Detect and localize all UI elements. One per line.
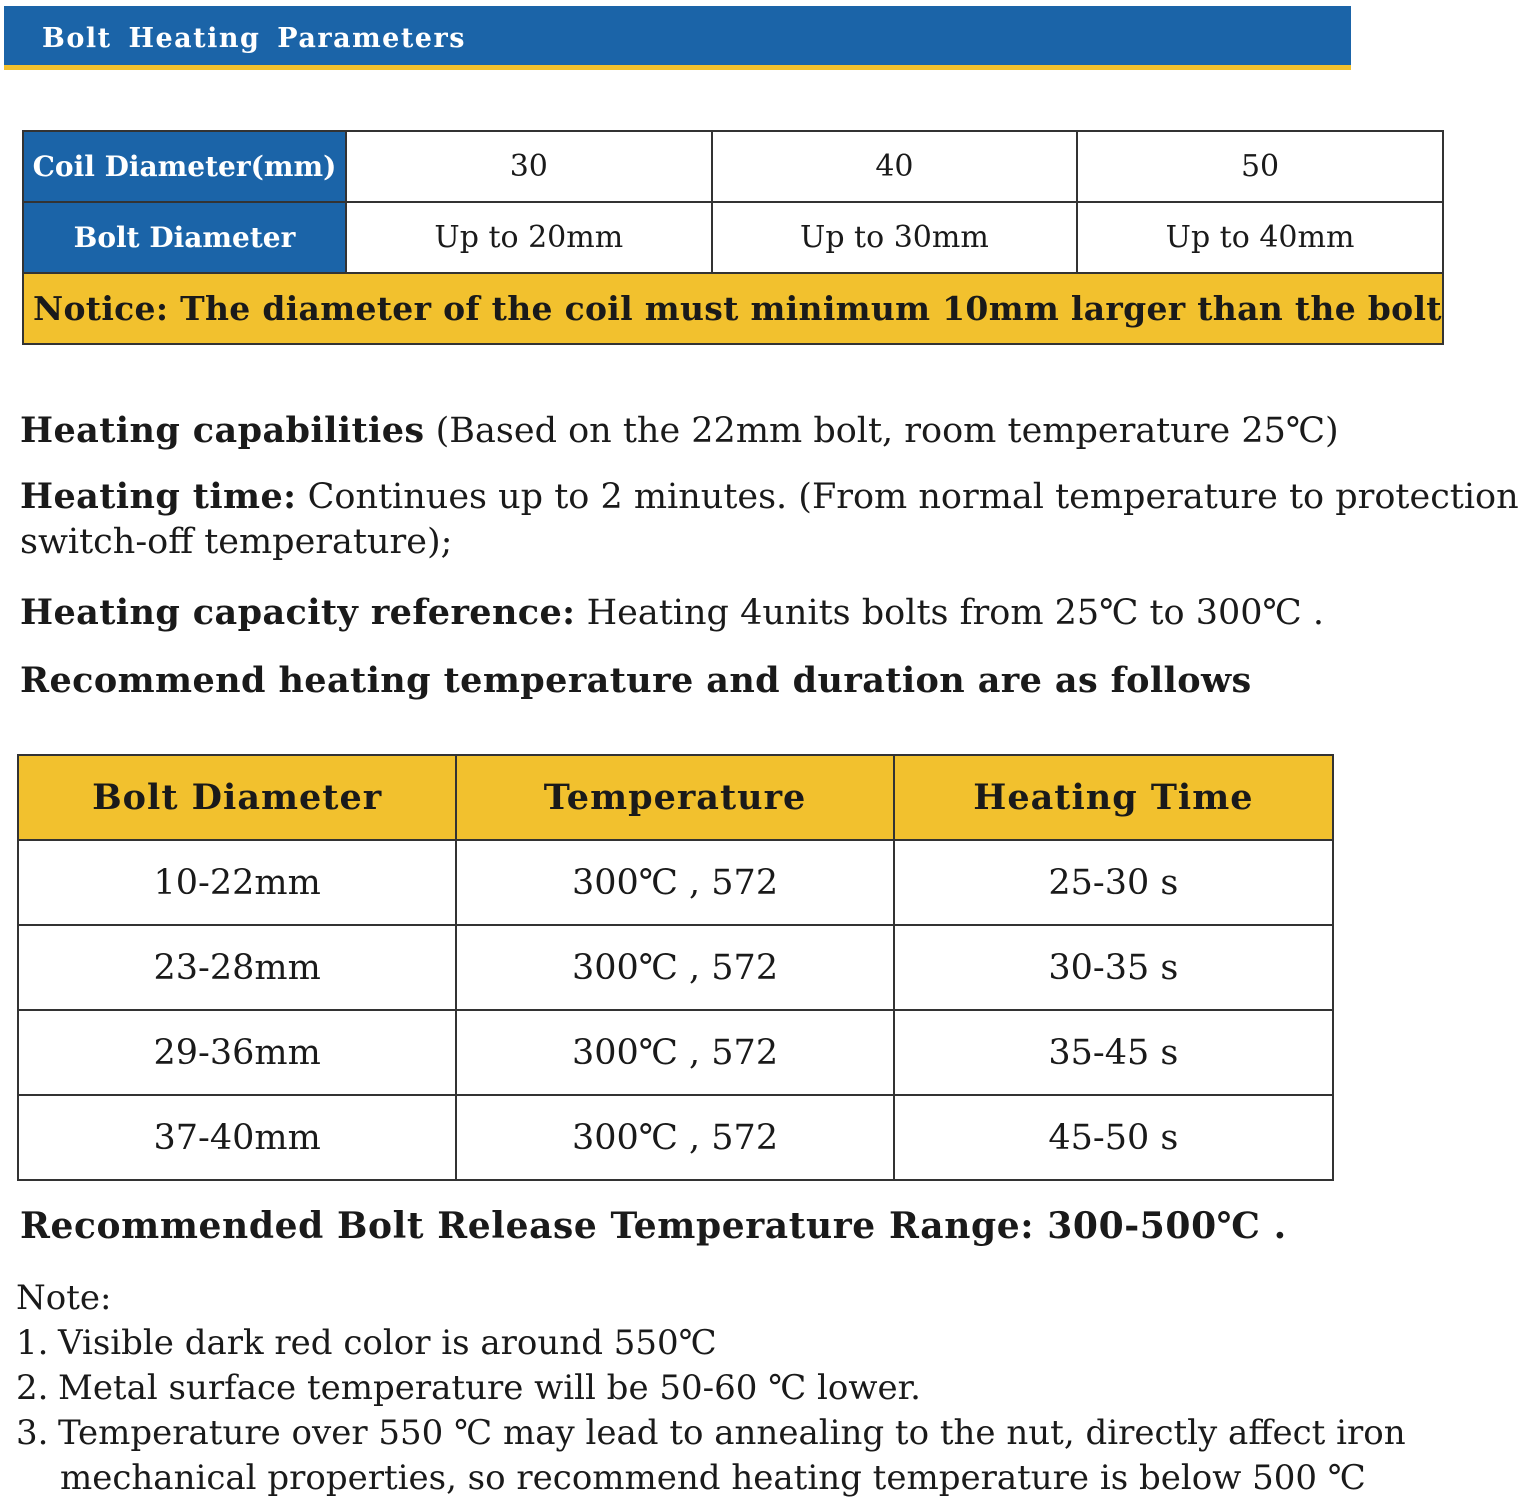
coil-diameter-value: 30 (346, 131, 712, 202)
note-text: Visible dark red color is around 550℃ (58, 1323, 717, 1363)
heating-time-continuation: switch-off temperature); (20, 522, 453, 562)
header-bar (4, 6, 1351, 70)
capacity-paragraph (20, 592, 1324, 633)
notice-banner: Notice: The diameter of the coil must minimum 10mm larger than the bolt (23, 273, 1443, 344)
table-row (18, 1095, 1333, 1180)
heating-time-text: Continues up to 2 minutes. (From normal temperature to protection (296, 477, 1519, 517)
temperature-cell: 300℃ , 572 (456, 925, 893, 1010)
heating-time-label: Heating time: (20, 476, 297, 517)
note-text: Metal surface temperature will be 50-60 ℃ lower. (58, 1368, 921, 1408)
table-row (18, 1010, 1333, 1095)
bolt-diameter-cell: 23-28mm (18, 925, 456, 1010)
notes-section (16, 1276, 1406, 1501)
column-header: Temperature (456, 755, 893, 840)
note-number: 2. (16, 1368, 49, 1408)
capabilities-text: (Based on the 22mm bolt, room temperature 25℃) (424, 411, 1339, 451)
temperature-cell: 300℃ , 572 (456, 1095, 893, 1180)
capacity-label: Heating capacity reference: (20, 592, 576, 633)
temperature-table (17, 754, 1334, 1181)
table-row (23, 131, 1443, 202)
bolt-diameter-cell: 37-40mm (18, 1095, 456, 1180)
column-header: Heating Time (894, 755, 1333, 840)
note-item (16, 1366, 1406, 1411)
notes-title: Note: (16, 1278, 112, 1318)
capabilities-label: Heating capabilities (20, 410, 425, 451)
heating-time-cell: 30-35 s (894, 925, 1333, 1010)
table-row (18, 840, 1333, 925)
page-title: Bolt Heating Parameters (42, 23, 466, 54)
note-number: 3. (16, 1413, 49, 1453)
table-row (23, 202, 1443, 273)
table-row (23, 273, 1443, 344)
note-number: 1. (16, 1323, 49, 1363)
capabilities-paragraph (20, 410, 1339, 451)
heating-time-cell: 25-30 s (894, 840, 1333, 925)
coil-diameter-value: 50 (1077, 131, 1443, 202)
bolt-diameter-value: Up to 20mm (346, 202, 712, 273)
temperature-cell: 300℃ , 572 (456, 1010, 893, 1095)
coil-diameter-label: Coil Diameter(mm) (23, 131, 346, 202)
heating-time-cell: 35-45 s (894, 1010, 1333, 1095)
heating-time-cell: 45-50 s (894, 1095, 1333, 1180)
bolt-diameter-cell: 29-36mm (18, 1010, 456, 1095)
note-continuation: mechanical properties, so recommend heating temperature is below 500 ℃ (60, 1458, 1366, 1498)
release-temperature-range: Recommended Bolt Release Temperature Range: 300-500℃ . (20, 1205, 1287, 1247)
bolt-diameter-value: Up to 40mm (1077, 202, 1443, 273)
table-header-row (18, 755, 1333, 840)
bolt-diameter-value: Up to 30mm (712, 202, 1078, 273)
column-header: Bolt Diameter (18, 755, 456, 840)
table-row (18, 925, 1333, 1010)
heating-time-paragraph (20, 476, 1519, 517)
recommend-heading: Recommend heating temperature and duration are as follows (20, 660, 1252, 701)
temperature-cell: 300℃ , 572 (456, 840, 893, 925)
bolt-diameter-label: Bolt Diameter (23, 202, 346, 273)
bolt-diameter-cell: 10-22mm (18, 840, 456, 925)
coil-table (22, 130, 1444, 345)
capacity-text: Heating 4units bolts from 25℃ to 300℃ . (575, 593, 1324, 633)
note-text: Temperature over 550 ℃ may lead to annealing to the nut, directly affect iron (58, 1413, 1406, 1453)
note-item (16, 1321, 1406, 1366)
note-item (16, 1411, 1406, 1456)
coil-diameter-value: 40 (712, 131, 1078, 202)
